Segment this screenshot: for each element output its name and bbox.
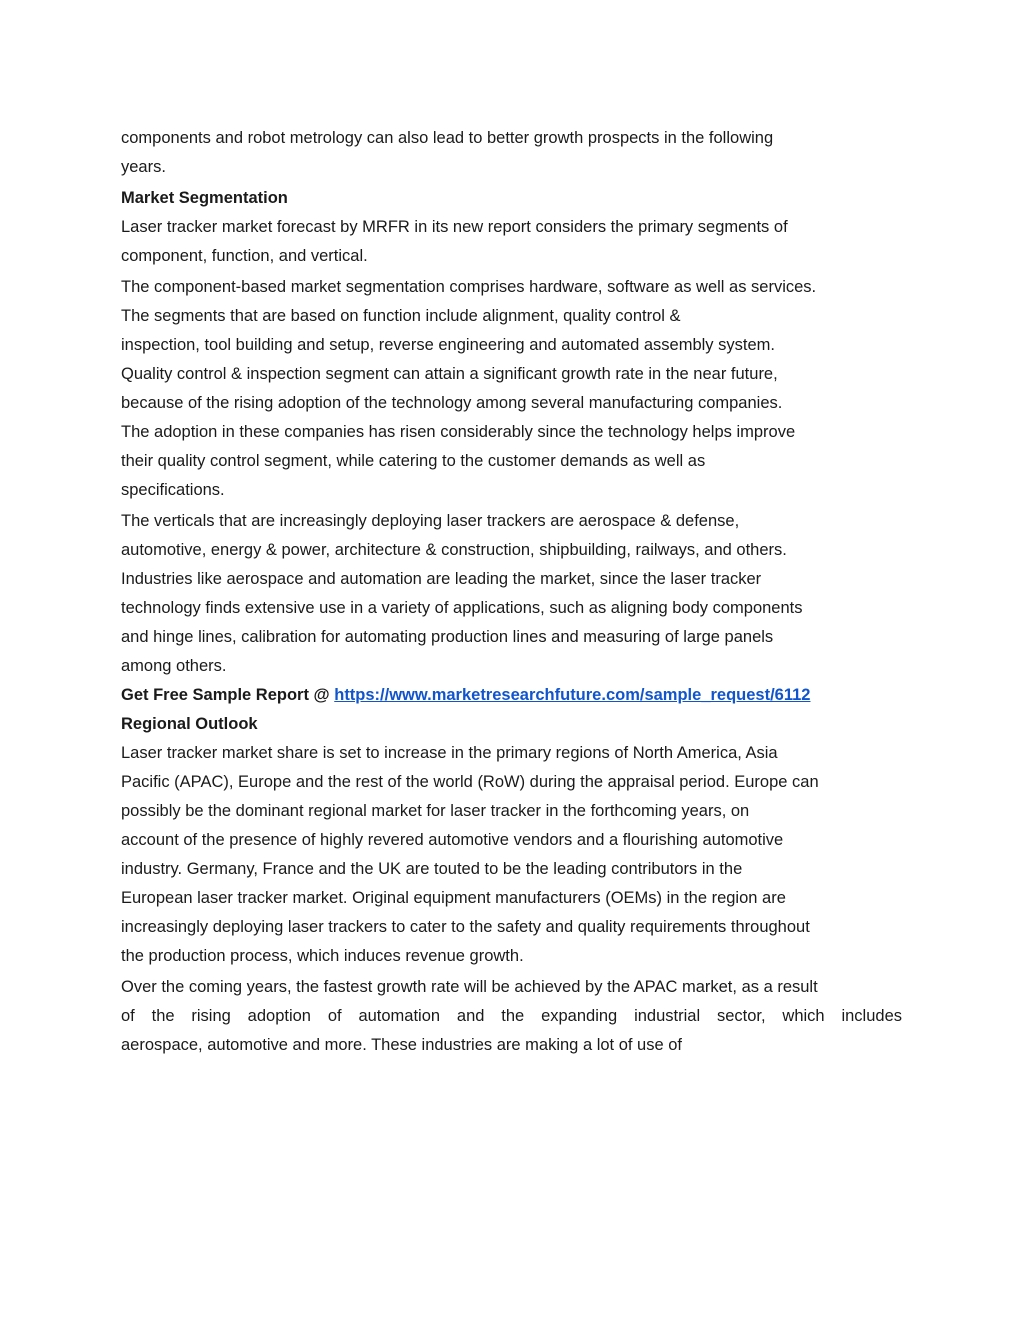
text-line: Industries like aerospace and automation are leading the market, since the laser tracker: [121, 570, 762, 588]
word: expanding: [541, 1007, 618, 1025]
text-line: Laser tracker market forecast by MRFR in its new report considers the primary segments of: [121, 218, 788, 236]
text-line: component, function, and vertical.: [121, 247, 368, 265]
word: the: [501, 1007, 525, 1025]
word: industrial: [634, 1007, 701, 1025]
text-line: technology finds extensive use in a variety of applications, such as aligning body components: [121, 599, 803, 617]
text-line: components and robot metrology can also lead to better growth prospects in the following: [121, 129, 774, 147]
word: and: [456, 1007, 485, 1025]
document-page: [121, 124, 902, 1060]
sample-report-line: [121, 681, 902, 710]
word: of: [327, 1007, 342, 1025]
segmentation-paragraph-2: [121, 273, 902, 505]
text-line: account of the presence of highly revered automotive vendors and a flourishing automotive: [121, 831, 784, 849]
word: rising: [191, 1007, 231, 1025]
text-line: industry. Germany, France and the UK are touted to be the leading contributors in the: [121, 860, 743, 878]
regional-paragraph-2: [121, 973, 902, 1060]
text-line: because of the rising adoption of the technology among several manufacturing companies.: [121, 394, 783, 412]
word: adoption: [247, 1007, 311, 1025]
text-line: specifications.: [121, 481, 225, 499]
text-line: possibly be the dominant regional market for laser tracker in the forthcoming years, on: [121, 802, 750, 820]
word: the: [151, 1007, 175, 1025]
text-line: years.: [121, 158, 166, 176]
word: of: [121, 1007, 135, 1025]
text-line: Quality control & inspection segment can attain a significant growth rate in the near future,: [121, 365, 778, 383]
text-line: The verticals that are increasingly deploying laser trackers are aerospace & defense,: [121, 512, 740, 530]
word: includes: [841, 1007, 902, 1025]
text-line: Laser tracker market share is set to increase in the primary regions of North America, Asia: [121, 744, 778, 762]
text-line: aerospace, automotive and more. These industries are making a lot of use of: [121, 1036, 683, 1054]
sample-report-label: Get Free Sample Report @: [121, 686, 335, 704]
word: sector,: [716, 1007, 766, 1025]
intro-paragraph: [121, 124, 902, 182]
word: which: [782, 1007, 825, 1025]
section-heading-regional-outlook: Regional Outlook: [121, 715, 258, 733]
text-line: and hinge lines, calibration for automating production lines and measuring of large panels: [121, 628, 774, 646]
text-line: increasingly deploying laser trackers to cater to the safety and quality requirements throughout: [121, 918, 810, 936]
text-line: Over the coming years, the fastest growth rate will be achieved by the APAC market, as a result: [121, 978, 818, 996]
text-line: their quality control segment, while catering to the customer demands as well as: [121, 452, 706, 470]
segmentation-paragraph-3: [121, 507, 902, 681]
section-heading-market-segmentation: Market Segmentation: [121, 189, 288, 207]
justified-text-line: [121, 1002, 902, 1031]
regional-paragraph-1: [121, 739, 902, 971]
sample-report-link[interactable]: https://www.marketresearchfuture.com/sample_request/6112: [334, 686, 811, 704]
text-line: The adoption in these companies has risen considerably since the technology helps improve: [121, 423, 796, 441]
text-line: automotive, energy & power, architecture & construction, shipbuilding, railways, and others.: [121, 541, 787, 559]
word: automation: [358, 1007, 441, 1025]
text-line: The component-based market segmentation comprises hardware, software as well as services.: [121, 278, 817, 296]
text-line: among others.: [121, 657, 227, 675]
segmentation-paragraph-1: [121, 213, 902, 271]
text-line: European laser tracker market. Original equipment manufacturers (OEMs) in the region are: [121, 889, 786, 907]
text-line: Pacific (APAC), Europe and the rest of the world (RoW) during the appraisal period. Europe can: [121, 773, 819, 791]
text-line: the production process, which induces revenue growth.: [121, 947, 524, 965]
text-line: inspection, tool building and setup, reverse engineering and automated assembly system.: [121, 336, 775, 354]
text-line: The segments that are based on function include alignment, quality control &: [121, 307, 681, 325]
